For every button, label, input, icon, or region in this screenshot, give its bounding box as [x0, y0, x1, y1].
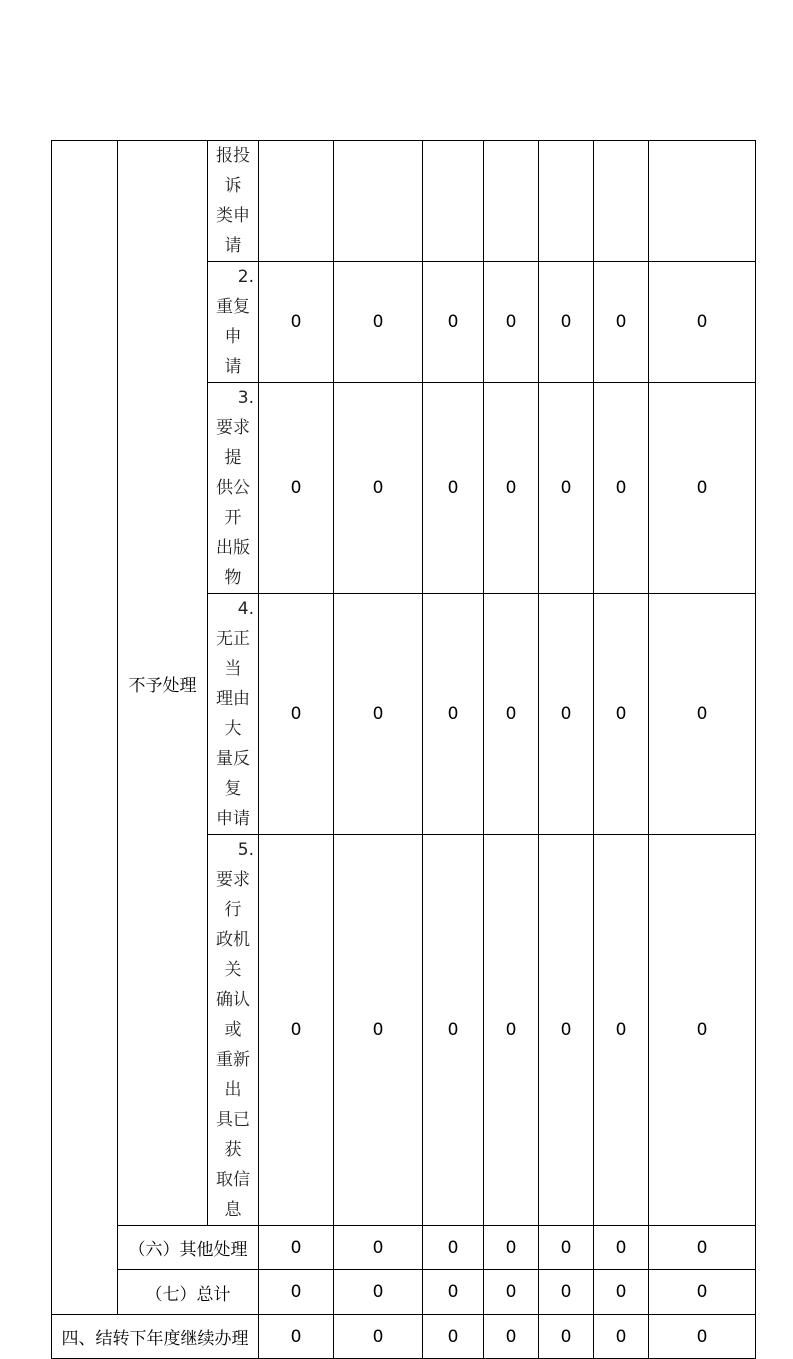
item-label-cell [208, 383, 259, 594]
value-cell: 0 [484, 594, 539, 835]
value-cell: 0 [423, 835, 484, 1226]
value-cell [594, 141, 649, 262]
value-cell: 0 [594, 594, 649, 835]
value-cell: 0 [334, 1270, 423, 1315]
item-number: 5. [237, 840, 254, 860]
value-cell: 0 [259, 262, 334, 383]
value-cell: 0 [259, 1315, 334, 1359]
value-cell: 0 [334, 594, 423, 835]
row-label: 四、结转下年度继续办理 [52, 1315, 259, 1359]
item-number: 4. [237, 599, 254, 619]
value-cell: 0 [423, 262, 484, 383]
value-cell: 0 [484, 1270, 539, 1315]
value-cell: 0 [539, 1315, 594, 1359]
value-cell: 0 [649, 1226, 756, 1270]
value-cell: 0 [334, 262, 423, 383]
value-cell: 0 [334, 835, 423, 1226]
value-cell: 0 [259, 383, 334, 594]
table-row [52, 141, 756, 262]
value-cell: 0 [423, 1315, 484, 1359]
value-cell: 0 [334, 383, 423, 594]
item-text: 要求提 供公开 出版物 [216, 418, 250, 588]
value-cell: 0 [539, 1226, 594, 1270]
statistics-table [51, 140, 756, 1359]
value-cell: 0 [484, 1315, 539, 1359]
item-number: 3. [237, 388, 254, 408]
value-cell: 0 [594, 383, 649, 594]
value-cell [259, 141, 334, 262]
value-cell: 0 [539, 594, 594, 835]
item-text: 报投诉 类申请 [216, 146, 250, 256]
value-cell: 0 [423, 383, 484, 594]
value-cell: 0 [334, 1315, 423, 1359]
row-label: （六）其他处理 [118, 1226, 259, 1270]
value-cell [649, 141, 756, 262]
table-row [52, 1315, 756, 1359]
value-cell: 0 [649, 594, 756, 835]
value-cell: 0 [484, 835, 539, 1226]
value-cell: 0 [594, 1315, 649, 1359]
value-cell: 0 [334, 1226, 423, 1270]
row-label: （七）总计 [118, 1270, 259, 1315]
value-cell: 0 [649, 383, 756, 594]
value-cell [423, 141, 484, 262]
value-cell: 0 [539, 835, 594, 1226]
blank-cell [52, 141, 118, 1315]
value-cell: 0 [423, 1226, 484, 1270]
value-cell: 0 [259, 1270, 334, 1315]
item-text: 无正当 理由大 量反复 申请 [216, 629, 250, 829]
value-cell: 0 [484, 383, 539, 594]
value-cell: 0 [649, 262, 756, 383]
value-cell: 0 [484, 262, 539, 383]
value-cell: 0 [539, 262, 594, 383]
item-label-cell [208, 262, 259, 383]
value-cell: 0 [594, 262, 649, 383]
value-cell [539, 141, 594, 262]
value-cell: 0 [259, 594, 334, 835]
value-cell [484, 141, 539, 262]
item-label-cell [208, 594, 259, 835]
item-label-cell [208, 835, 259, 1226]
item-label-cell [208, 141, 259, 262]
value-cell: 0 [539, 1270, 594, 1315]
section-label: 不予处理 [128, 675, 197, 696]
item-text: 重复申 请 [216, 297, 250, 377]
item-number: 2. [237, 267, 254, 287]
value-cell: 0 [259, 1226, 334, 1270]
value-cell: 0 [423, 1270, 484, 1315]
value-cell: 0 [484, 1226, 539, 1270]
value-cell: 0 [594, 1226, 649, 1270]
value-cell: 0 [423, 594, 484, 835]
value-cell: 0 [594, 835, 649, 1226]
section-label-cell [118, 141, 208, 1226]
value-cell: 0 [539, 383, 594, 594]
item-text: 要求行 政机关 确认或 重新出 具已获 取信息 [216, 870, 250, 1220]
value-cell: 0 [259, 835, 334, 1226]
value-cell [334, 141, 423, 262]
table-row [52, 1270, 756, 1315]
value-cell: 0 [594, 1270, 649, 1315]
value-cell: 0 [649, 1270, 756, 1315]
table-row [52, 1226, 756, 1270]
value-cell: 0 [649, 835, 756, 1226]
value-cell: 0 [649, 1315, 756, 1359]
